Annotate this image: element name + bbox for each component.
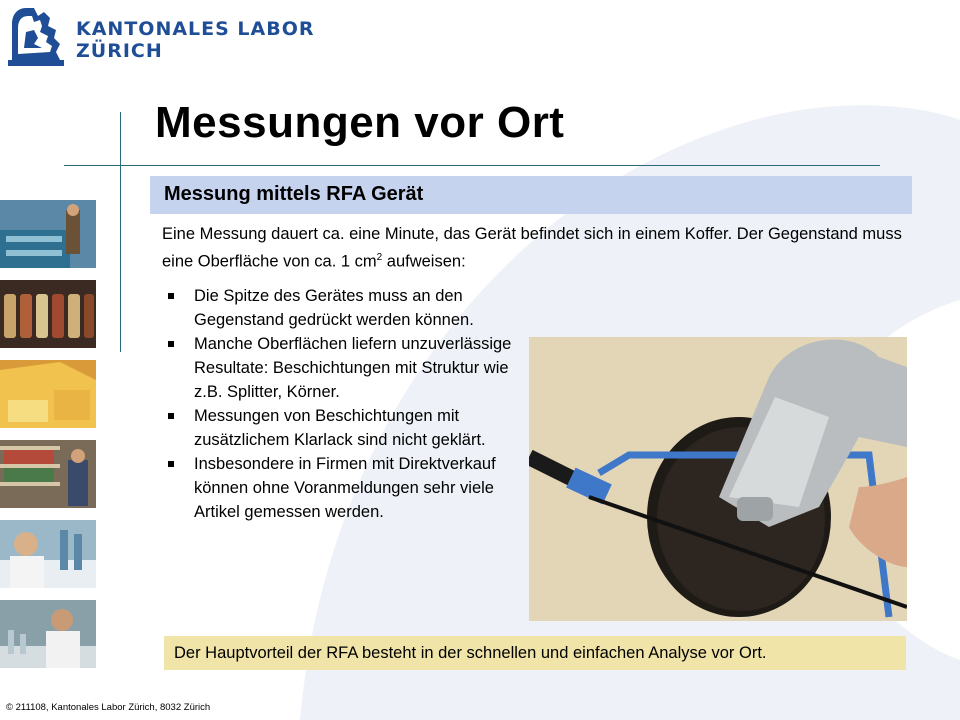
logo-line-1: KANTONALES LABOR: [76, 18, 315, 40]
footer-copyright: © 211108, Kantonales Labor Zürich, 8032 Zürich: [6, 702, 211, 713]
logo-wordmark: [76, 18, 315, 62]
slide-title: Messungen vor Ort: [155, 98, 565, 147]
subheading-bar: [150, 176, 912, 214]
lab-photo-bottles: [0, 280, 96, 348]
lab-photo-shop-shelves: [0, 440, 96, 508]
rfa-device-photo: [529, 337, 907, 621]
zurich-lion-crest-icon: [4, 4, 68, 68]
horizontal-rule: [64, 165, 880, 166]
lab-photo-researcher: [0, 600, 96, 668]
bullet-item: Manche Oberflächen liefern unzuverlässige Resultate: Beschichtungen mit Struktur wie z.B. Splitter, Körner.: [168, 332, 528, 404]
lab-photo-cheese: [0, 360, 96, 428]
lab-photo-pools: [0, 200, 96, 268]
bullet-list: [168, 284, 528, 524]
summary-box: [164, 636, 906, 670]
bullet-item: Die Spitze des Gerätes muss an den Gegenstand gedrückt werden können.: [168, 284, 528, 332]
logo-line-2: ZÜRICH: [76, 40, 163, 62]
intro-text-2: aufweisen:: [382, 252, 466, 271]
bullet-item: Insbesondere in Firmen mit Direktverkauf können ohne Voranmeldungen sehr viele Artikel gemessen werden.: [168, 452, 528, 524]
intro-superscript: 2: [376, 252, 383, 263]
intro-text-1: Eine Messung dauert ca. eine Minute, das Gerät befindet sich in einem Koffer. Der Gegenstand muss eine Oberfläche von ca. 1 cm: [162, 225, 902, 271]
subheading-text: Messung mittels RFA Gerät: [164, 183, 424, 205]
bullet-item: Messungen von Beschichtungen mit zusätzlichem Klarlack sind nicht geklärt.: [168, 404, 528, 452]
vertical-rule: [120, 112, 121, 352]
lab-photo-scientist: [0, 520, 96, 588]
summary-text: Der Hauptvorteil der RFA besteht in der schnellen und einfachen Analyse vor Ort.: [174, 644, 767, 662]
intro-paragraph: [162, 223, 902, 274]
